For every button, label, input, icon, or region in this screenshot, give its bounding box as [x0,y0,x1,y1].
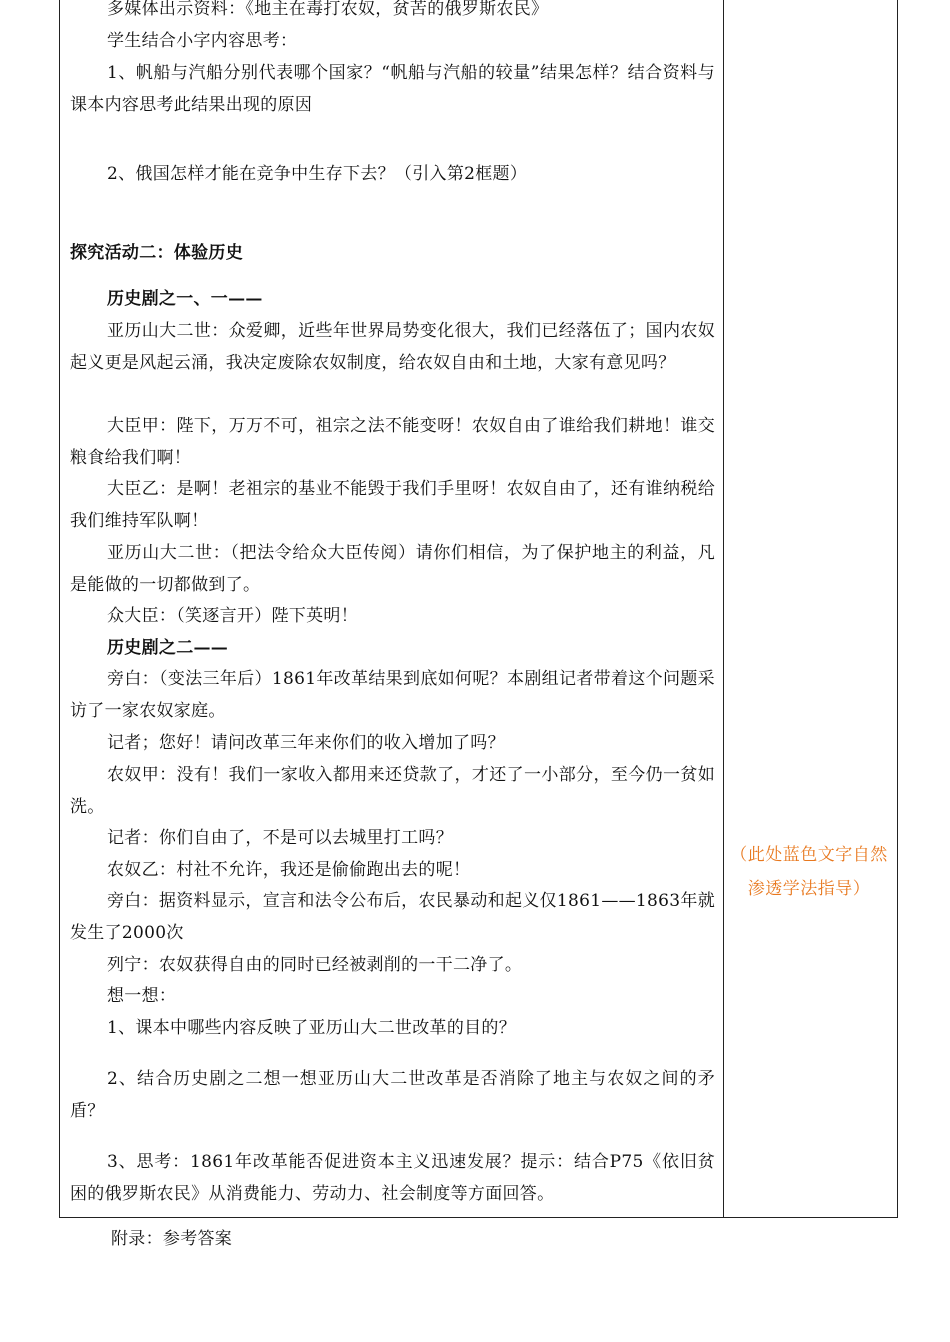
content-paragraph: 众大臣：（笑逐言开）陛下英明！ [107,606,358,626]
content-paragraph: 3、思考：1861年改革能否促进资本主义迅速发展？提示：结合P75《依旧贫困的俄罗斯农民》从消费能力、劳动力、社会制度等方面回答。 [70,1152,715,1204]
content-paragraph: 旁白：（变法三年后）1861年改革结果到底如何呢？本剧组记者带着这个问题采访了一家农奴家庭。 [70,669,715,721]
table-border-right [897,0,898,1218]
content-paragraph: 1、课本中哪些内容反映了亚历山大二世改革的目的？ [107,1018,517,1038]
section-heading: 历史剧之一、一—— [107,289,263,309]
content-paragraph: 亚历山大二世：众爱卿，近些年世界局势变化很大，我们已经落伍了；国内农奴起义更是风起云涌，我决定废除农奴制度，给农奴自由和土地，大家有意见吗？ [70,321,715,373]
content-paragraph: 多媒体出示资料：《地主在毒打农奴，贫苦的俄罗斯农民》 [107,0,549,19]
table-border-bottom [59,1217,898,1218]
table-column-divider [723,0,724,1218]
content-paragraph: 2、俄国怎样才能在竞争中生存下去？（引入第2框题） [107,164,528,184]
content-paragraph: 2、结合历史剧之二想一想亚历山大二世改革是否消除了地主与农奴之间的矛盾？ [70,1069,715,1121]
content-paragraph: 1、帆船与汽船分别代表哪个国家？“帆船与汽船的较量”结果怎样？结合资料与课本内容思考此结果出现的原因 [70,63,715,115]
section-heading: 历史剧之二—— [107,638,229,658]
content-paragraph: 农奴甲：没有！我们一家收入都用来还贷款了，才还了一小部分，至今仍一贫如洗。 [70,765,715,817]
content-paragraph: 大臣甲：陛下，万万不可，祖宗之法不能变呀！农奴自由了谁给我们耕地！谁交粮食给我们啊！ [70,416,715,468]
content-paragraph: 学生结合小字内容思考： [107,31,298,51]
content-paragraph: 记者：你们自由了，不是可以去城里打工吗？ [107,828,453,848]
table-border-left [59,0,60,1218]
content-paragraph: 列宁：农奴获得自由的同时已经被剥削的一干二净了。 [107,955,523,975]
section-heading: 探究活动二：体验历史 [70,243,243,263]
content-paragraph: 农奴乙：村社不允许，我还是偷偷跑出去的呢！ [107,860,471,880]
content-paragraph: 旁白：据资料显示，宣言和法令公布后，农民暴动和起义仅1861——1863年就发生了2000次 [70,891,715,943]
content-paragraph: 想一想： [107,986,177,1006]
lesson-table [59,0,898,1218]
content-paragraph: 记者；您好！请问改革三年来你们的收入增加了吗？ [107,733,505,753]
content-paragraph: 大臣乙：是啊！老祖宗的基业不能毁于我们手里呀！农奴自由了，还有谁纳税给我们维持军队啊！ [70,479,715,531]
appendix-label: 附录：参考答案 [111,1229,233,1249]
content-paragraph: 亚历山大二世：（把法令给众大臣传阅）请你们相信，为了保护地主的利益，凡是能做的一切都做到了。 [70,543,715,595]
side-note: （此处蓝色文字自然渗透学法指导） [730,845,888,899]
